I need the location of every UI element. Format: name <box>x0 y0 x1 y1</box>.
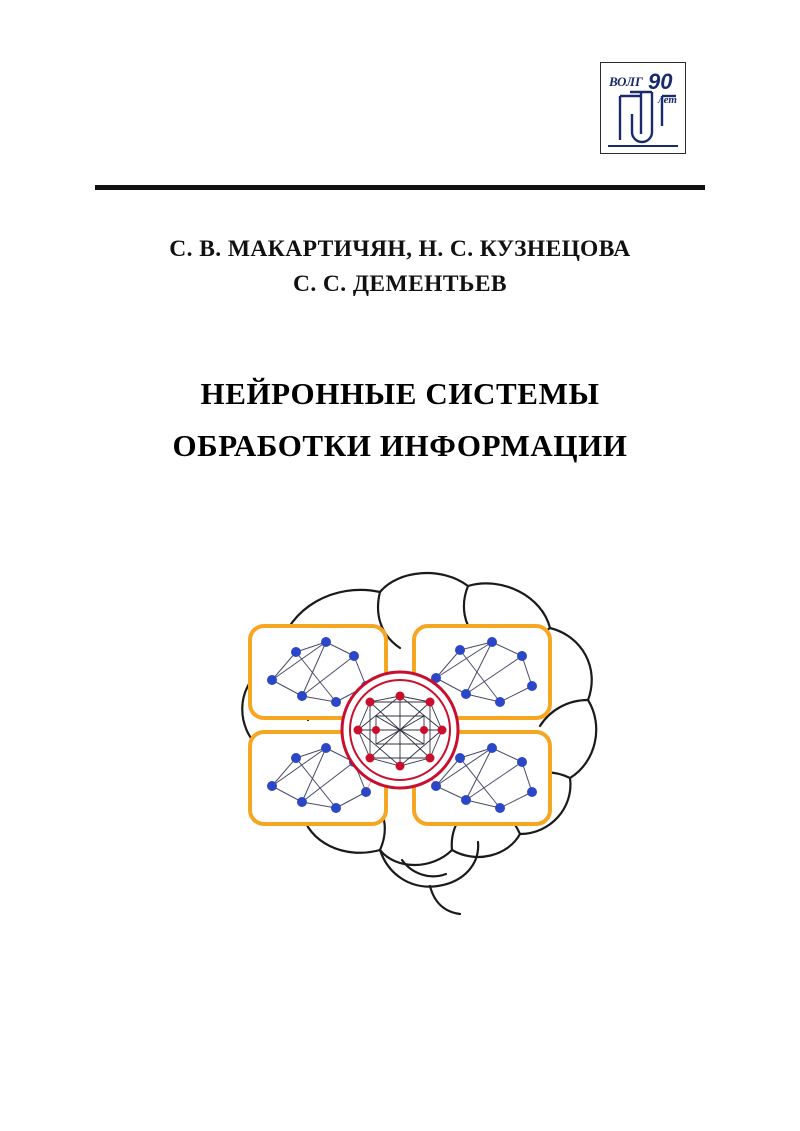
page-title <box>0 368 800 472</box>
header-divider <box>95 185 705 190</box>
logo-number: 90 <box>648 69 673 94</box>
logo-graphic <box>600 62 686 154</box>
logo-sub-text: лет <box>658 94 677 106</box>
central-core-node <box>342 672 458 788</box>
title-line: ОБРАБОТКИ ИНФОРМАЦИИ <box>172 428 628 463</box>
author-line: С. С. ДЕМЕНТЬЕВ <box>293 271 507 297</box>
brain-neural-network-illustration <box>130 530 670 950</box>
title-line: НЕЙРОННЫЕ СИСТЕМЫ <box>200 376 600 411</box>
authors-block <box>0 232 800 302</box>
logo-top-text: ВОЛГ <box>609 74 643 89</box>
author-line: С. В. МАКАРТИЧЯН, Н. С. КУЗНЕЦОВА <box>169 236 631 262</box>
volgtu-logo <box>600 62 686 154</box>
